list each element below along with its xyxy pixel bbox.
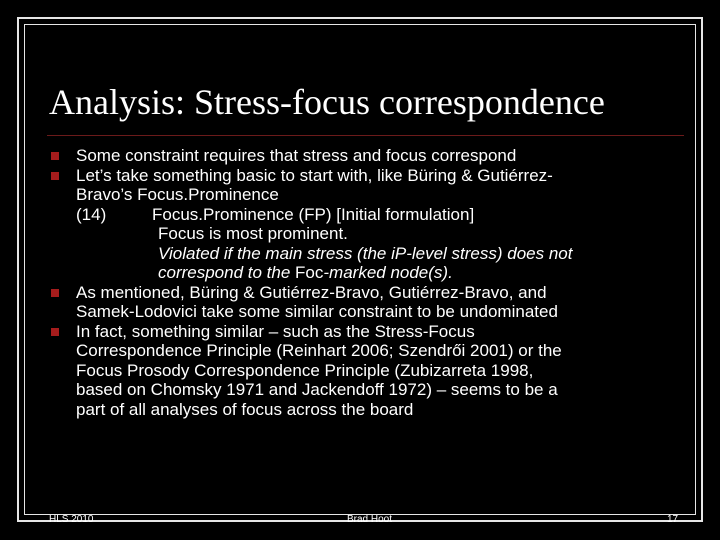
bullet-text: Correspondence Principle (Reinhart 2006; Szendrői 2001) or the xyxy=(76,341,562,360)
footer-date: HLS 2010 xyxy=(49,514,94,525)
bullet-text: In fact, something similar – such as the Stress-Focus xyxy=(76,321,475,341)
bullet-text: Some constraint requires that stress and focus correspond xyxy=(76,146,517,165)
square-bullet-icon xyxy=(51,172,59,180)
bullet-text: As mentioned, Büring & Gutiérrez-Bravo, Gutiérrez-Bravo, and xyxy=(76,282,547,302)
example-heading-line xyxy=(76,205,690,225)
square-bullet-icon xyxy=(51,328,59,336)
violation-text: correspond to the xyxy=(158,263,296,282)
bullet-text: Let’s take something basic to start with, like Büring & Gutiérrez- xyxy=(76,165,553,185)
title-rule xyxy=(47,135,684,136)
bullet-text: Focus Prosody Correspondence Principle (Zubizarreta 1998, xyxy=(76,360,534,380)
violation-foc: Foc xyxy=(295,263,324,282)
example-definition: Focus is most prominent. xyxy=(158,224,348,243)
square-bullet-icon xyxy=(51,152,59,160)
footer-slide-number: 17 xyxy=(667,514,679,525)
bullet-text: based on Chomsky 1971 and Jackendoff 1972) – seems to be a xyxy=(76,380,558,399)
bullet-item-4 xyxy=(50,322,690,420)
bullet-text: Bravo’s Focus.Prominence xyxy=(76,185,279,204)
footer-author: Brad Hoot xyxy=(347,514,393,525)
example-number: (14) xyxy=(76,204,107,224)
example-violation-line-1: Violated if the main stress (the iP-level stress) does not xyxy=(158,243,573,263)
example-violation-line-2 xyxy=(76,263,690,283)
square-bullet-icon xyxy=(51,289,59,297)
example-heading: Focus.Prominence (FP) [Initial formulation] xyxy=(152,204,475,224)
bullet-text: part of all analyses of focus across the board xyxy=(76,399,414,419)
bullet-item-1 xyxy=(50,146,690,166)
slide-title: Analysis: Stress-focus correspondence xyxy=(49,82,605,122)
bullet-text: Samek-Lodovici take some similar constraint to be undominated xyxy=(76,302,558,321)
slide-body xyxy=(50,146,690,419)
bullet-item-2 xyxy=(50,166,690,283)
violation-end: -marked node(s). xyxy=(323,263,453,282)
bullet-item-3 xyxy=(50,283,690,322)
